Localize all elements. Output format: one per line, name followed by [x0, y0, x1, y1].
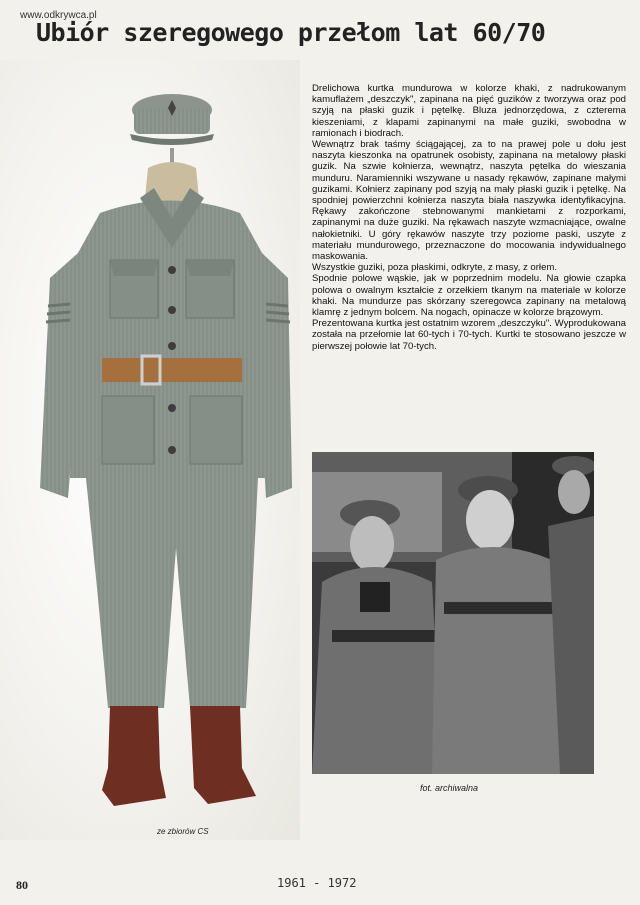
years-footer: 1961 - 1972	[277, 876, 357, 890]
paragraph: Wszystkie guziki, poza płaskimi, odkryte, z masy, z orłem.	[312, 262, 558, 274]
paragraph: Spodnie polowe wąskie, jak w poprzednim modelu. Na głowie czapka polowa o owalnym kształcie z orzełkiem tkanym na materiale w kolorze khaki. Na mundurze pas skórzany szeregowca zapinany na metalową klamrę z jednym bolcem. Na nogach, opinacze w kolorze brązowym.	[312, 273, 626, 319]
page-number: 80	[16, 878, 28, 892]
paragraph: Prezentowana kurtka jest ostatnim wzorem „deszczyku". Wyprodukowana została na przełomie lat 60-tych i 70-tych. Kurtki te stosowano jeszcze w pierwszej połowie lat 70-tych.	[312, 318, 626, 352]
page-title: Ubiór szeregowego przełom lat 60/70	[36, 18, 546, 47]
archival-photo-image	[312, 452, 594, 774]
watermark: www.odkrywca.pl	[20, 10, 97, 21]
paragraph: Drelichowa kurtka mundurowa w kolorze khaki, z nadrukowanym kamuflażem „deszczyk", zapinana na pięć guzików z tworzywa oraz pod szyją na płaski guzik i pętelkę. Bluza jednorzędowa, z czterema kieszeniami, z klapami zapinanymi na małe guziki, swobodna w ramionach i biodrach.	[312, 83, 626, 139]
field-cap	[130, 94, 214, 145]
photo-caption: fot. archiwalna	[420, 783, 479, 793]
collection-caption: ze zbiorów CS	[157, 827, 209, 836]
uniform-photo	[30, 78, 300, 818]
archival-photo	[312, 452, 594, 774]
paragraph: Wewnątrz brak taśmy ściągającej, za to na prawej pole u dołu jest naszyta kieszonka na opatrunek osobisty, zapinana na metalowy płaski guzik. Na szwie kołnierza, wewnątrz, naszyta pętelka do wieszania munduru. Naramienniki wszywane u nasady rękawów, zapinane małymi guzikami. Kołnierz zapinany pod szyją na mały płaski guzik i pętelkę. Na spodniej powierzchni kołnierza naszyta biała naszywka identyfikacyjna. Rękawy zakończone stebnowanymi mankietami z rozporkami, zapinanymi na duże guziki. Na rękawach naszyte wzmacniające, owalne nałokietniki. U góry rękawów naszyte trzy poziome paski, uszyte z materiału mundurowego, przeznaczone do mocowania indywidualnego maskowania.	[312, 139, 626, 263]
article-body	[312, 83, 626, 352]
